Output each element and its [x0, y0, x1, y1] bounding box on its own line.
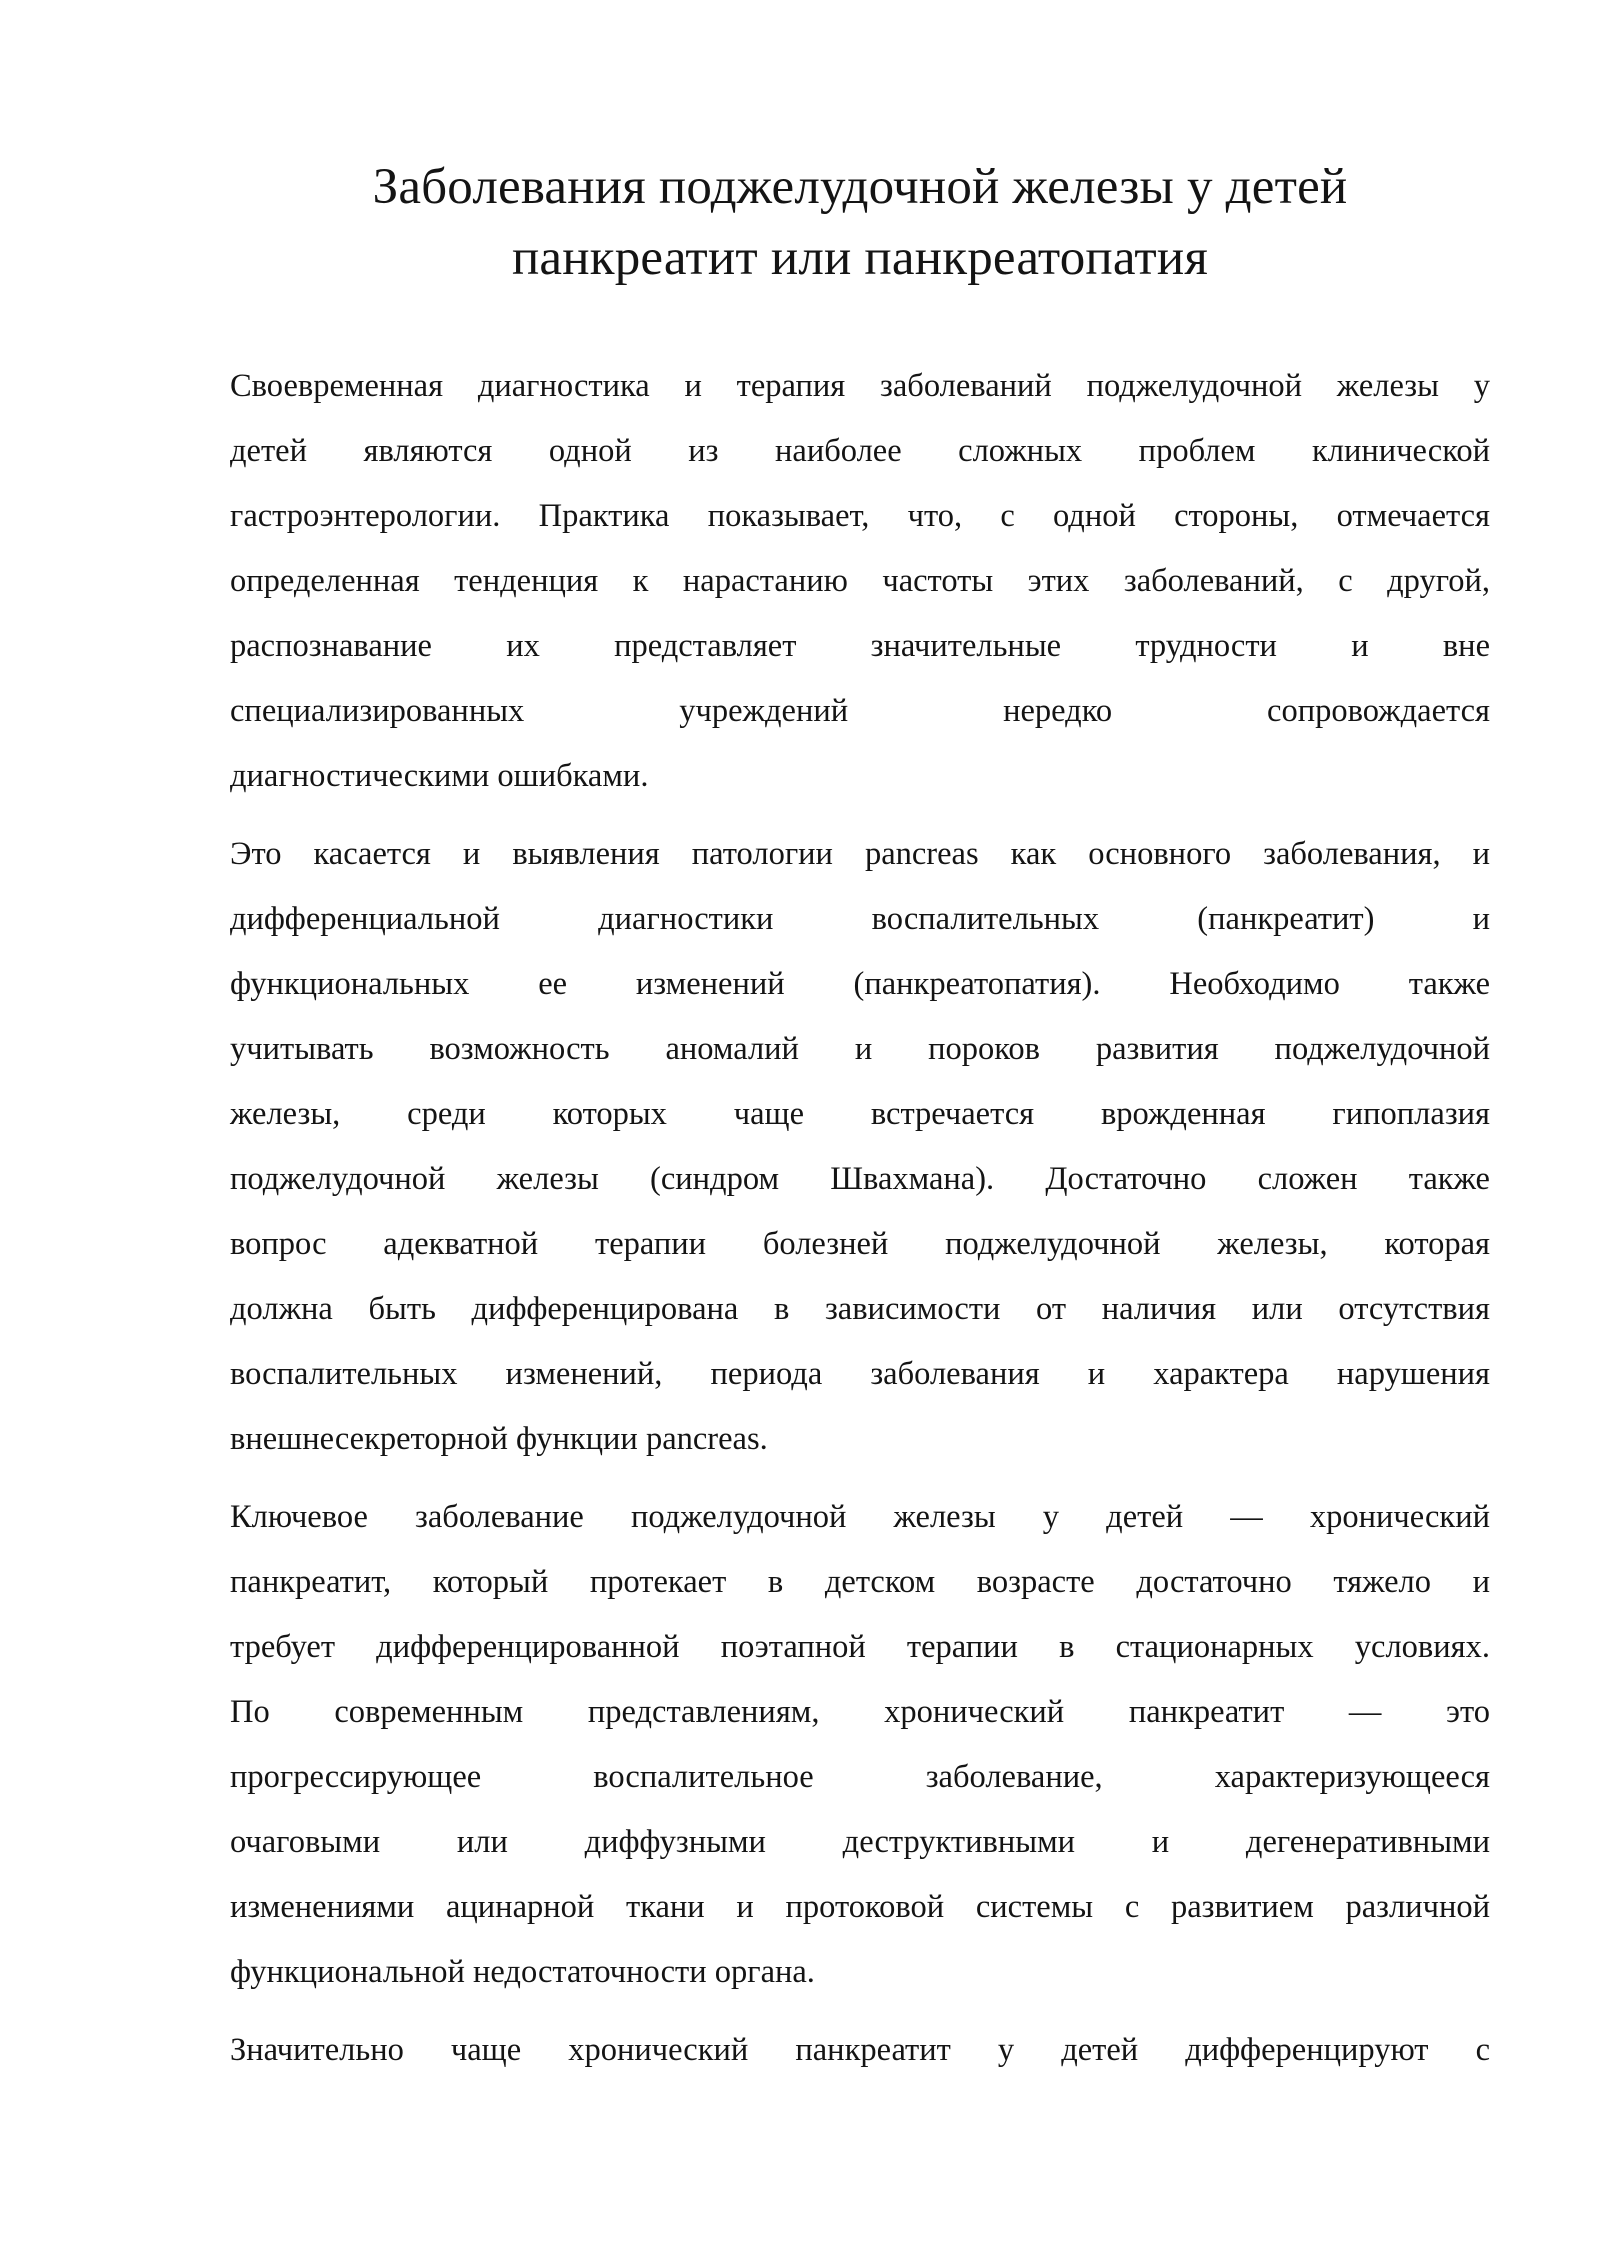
paragraph-line: Своевременная диагностика и терапия заболеваний поджелудочной железы у [230, 368, 1490, 404]
paragraph-line: функциональных ее изменений (панкреатопатия). Необходимо также [230, 966, 1490, 1002]
paragraph-line: распознавание их представляет значительные трудности и вне [230, 628, 1490, 664]
paragraph-line: изменениями ацинарной ткани и протоковой системы с развитием различной [230, 1889, 1490, 1925]
paragraph-line: Ключевое заболевание поджелудочной железы у детей — хронический [230, 1499, 1490, 1535]
paragraph-line: вопрос адекватной терапии болезней поджелудочной железы, которая [230, 1226, 1490, 1262]
document-title [230, 152, 1490, 294]
paragraph-line: диагностическими ошибками. [230, 758, 649, 794]
paragraph-line: дифференциальной диагностики воспалительных (панкреатит) и [230, 901, 1490, 937]
paragraph-line: детей являются одной из наиболее сложных проблем клинической [230, 433, 1490, 469]
paragraph-line: требует дифференцированной поэтапной терапии в стационарных условиях. [230, 1629, 1490, 1665]
paragraph-line: панкреатит, который протекает в детском возрасте достаточно тяжело и [230, 1564, 1490, 1600]
paragraph-line: воспалительных изменений, периода заболевания и характера нарушения [230, 1356, 1490, 1392]
paragraph-line: железы, среди которых чаще встречается врожденная гипоплазия [230, 1096, 1490, 1132]
paragraph-line: По современным представлениям, хронический панкреатит — это [230, 1694, 1490, 1730]
paragraph-line: специализированных учреждений нередко сопровождается [230, 693, 1490, 729]
paragraph-line: должна быть дифференцирована в зависимости от наличия или отсутствия [230, 1291, 1490, 1327]
body-paragraph [230, 822, 1490, 1472]
paragraph-line: Это касается и выявления патологии pancreas как основного заболевания, и [230, 836, 1490, 872]
body-paragraph [230, 1485, 1490, 2005]
paragraph-line: функциональной недостаточности органа. [230, 1954, 815, 1990]
body-paragraph [230, 2018, 1490, 2083]
paragraph-line: поджелудочной железы (синдром Швахмана). Достаточно сложен также [230, 1161, 1490, 1197]
paragraph-line: определенная тенденция к нарастанию частоты этих заболеваний, с другой, [230, 563, 1490, 599]
document-body [230, 354, 1490, 2096]
paragraph-line: гастроэнтерологии. Практика показывает, что, с одной стороны, отмечается [230, 498, 1490, 534]
title-line: панкреатит или панкреатопатия [511, 230, 1209, 286]
paragraph-line: Значительно чаще хронический панкреатит у детей дифференцируют с [230, 2032, 1490, 2068]
paragraph-line: очаговыми или диффузными деструктивными и дегенеративными [230, 1824, 1490, 1860]
paragraph-line: учитывать возможность аномалий и пороков развития поджелудочной [230, 1031, 1490, 1067]
title-line: Заболевания поджелудочной железы у детей [372, 159, 1348, 215]
body-paragraph [230, 354, 1490, 809]
paragraph-line: прогрессирующее воспалительное заболевание, характеризующееся [230, 1759, 1490, 1795]
paragraph-line: внешнесекреторной функции pancreas. [230, 1421, 768, 1457]
